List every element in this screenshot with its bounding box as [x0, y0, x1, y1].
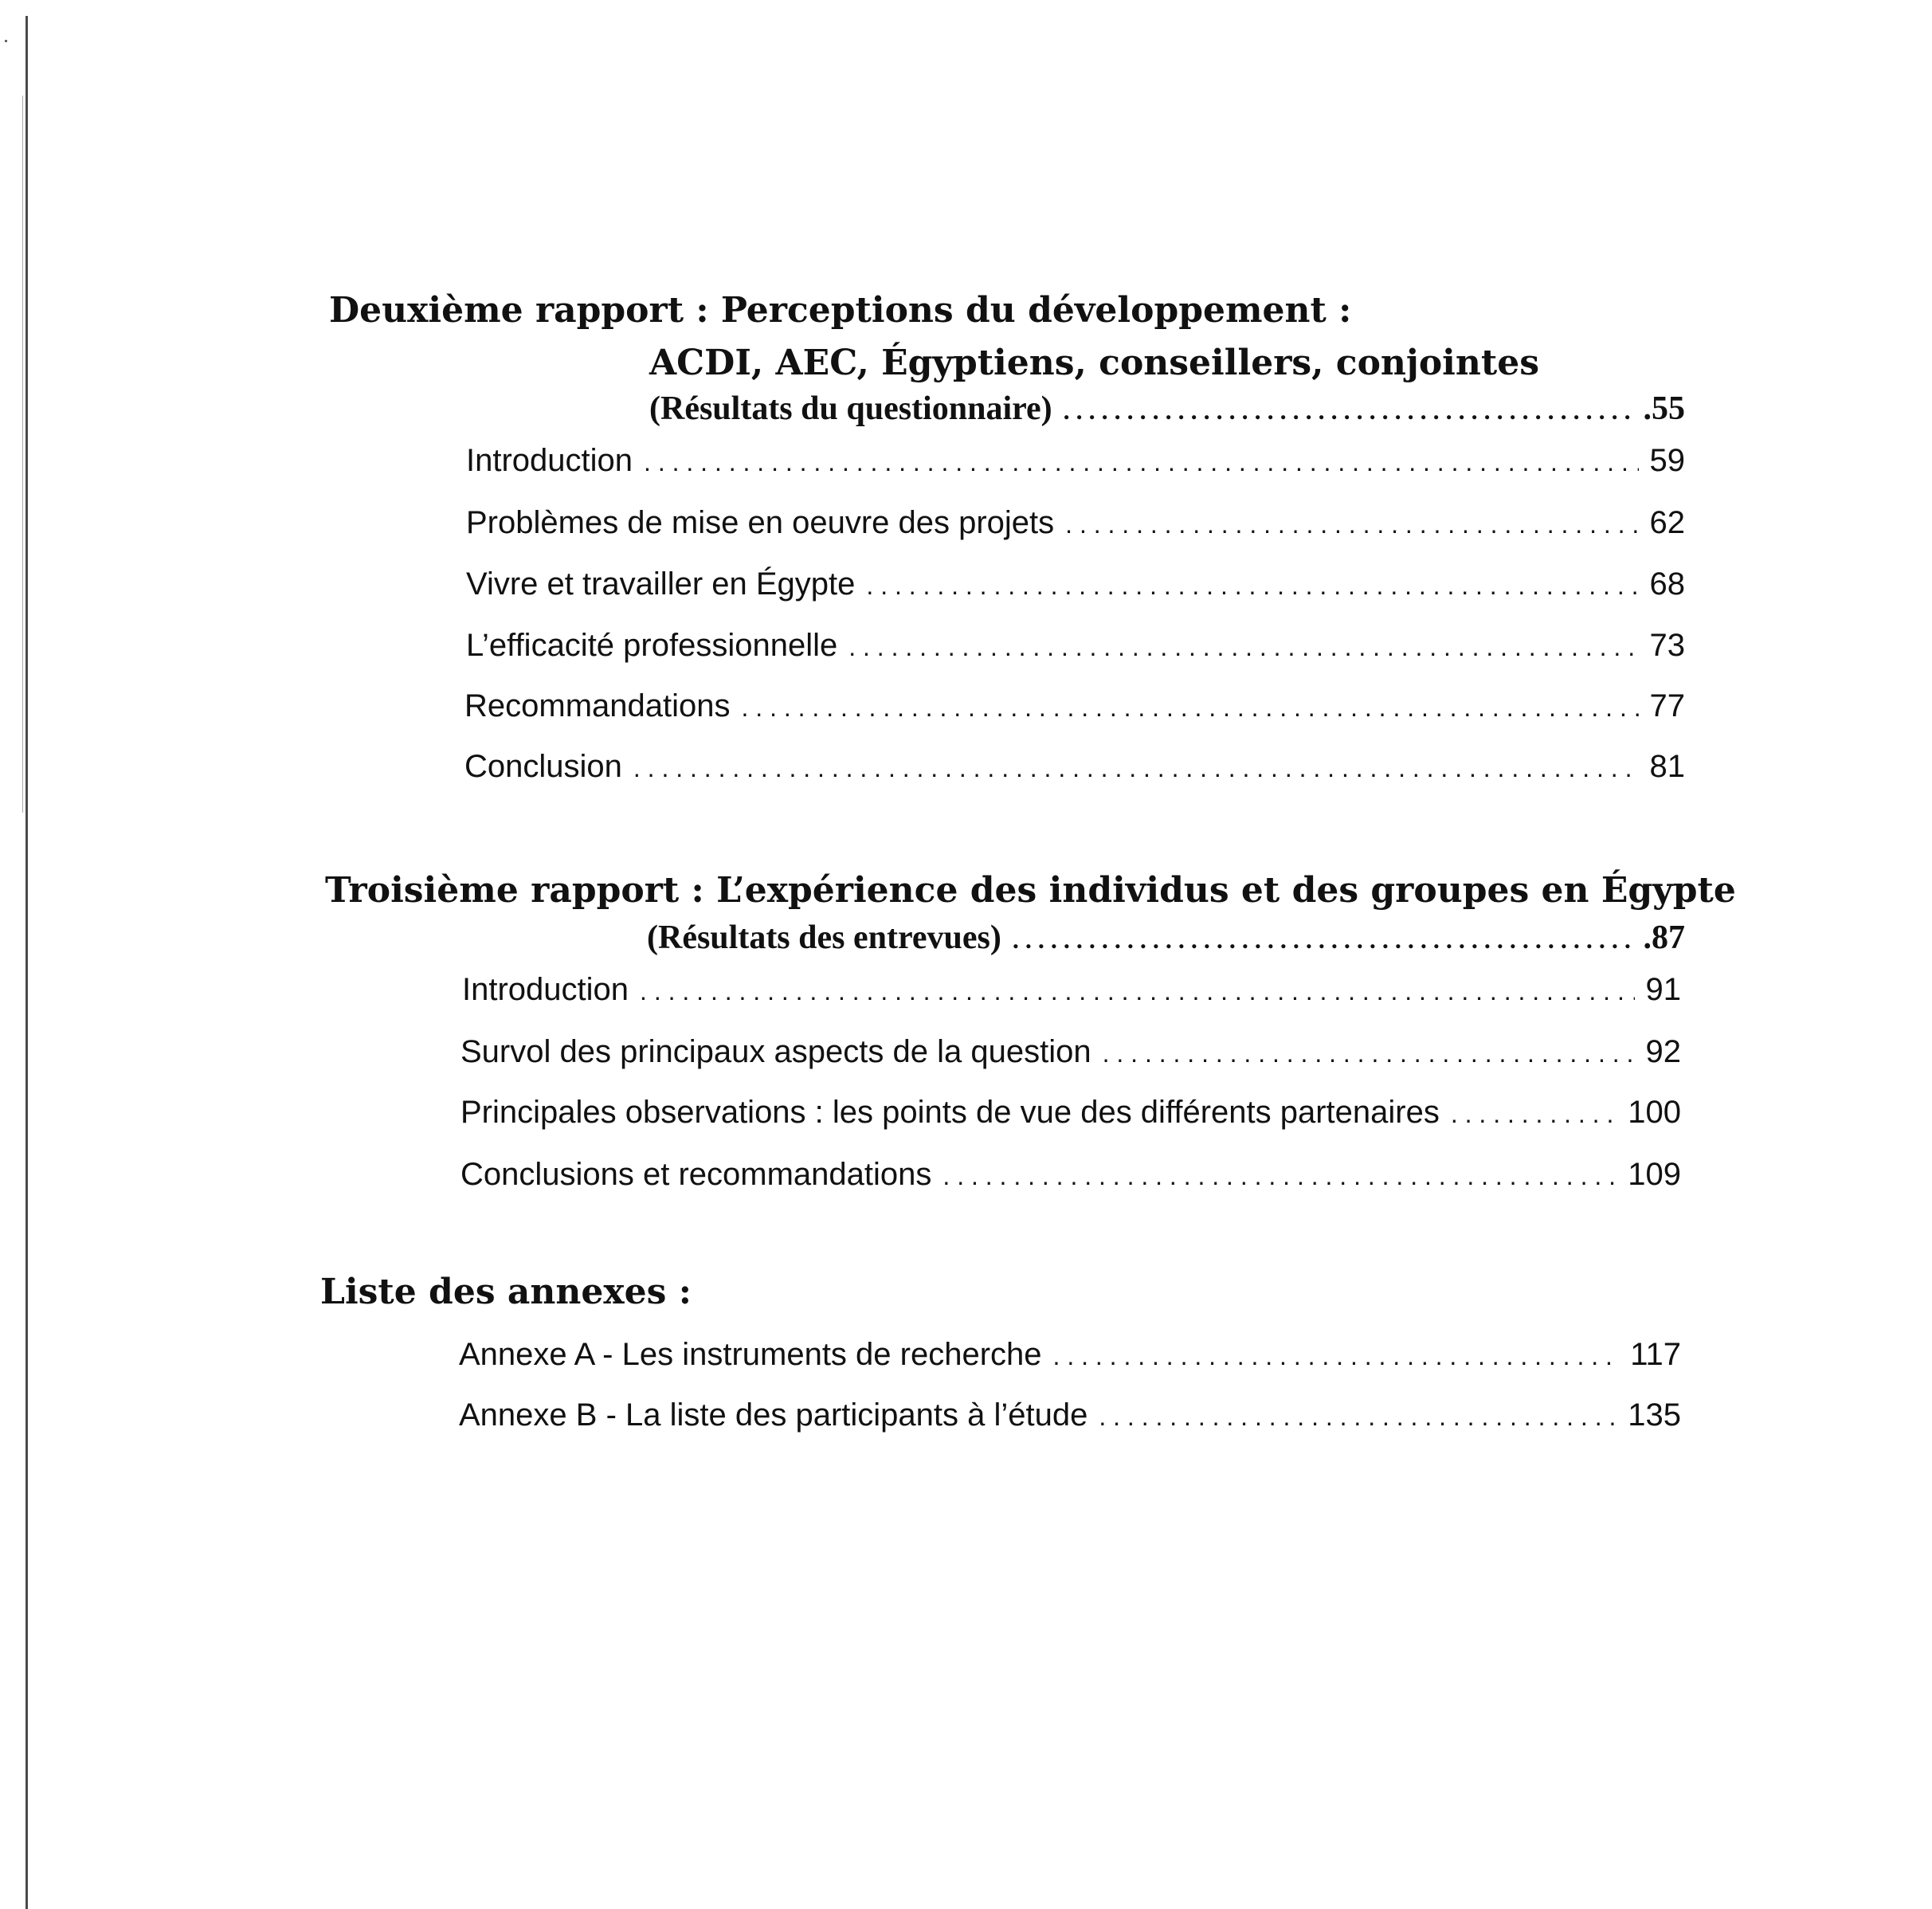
- toc-entry-page: 73: [1649, 628, 1685, 663]
- dot-leader: [1065, 512, 1638, 537]
- toc-entry: [464, 690, 1685, 722]
- toc-entry: [466, 445, 1685, 476]
- toc-entry-page: 62: [1649, 505, 1685, 540]
- toc-entry: [459, 1399, 1681, 1431]
- dot-leader: [633, 755, 1639, 781]
- toc-entry-label: L’efficacité professionnelle: [466, 628, 838, 663]
- section-subheading-deuxieme-rapport: ACDI, AEC, Égyptiens, conseillers, conjointes: [649, 343, 1539, 383]
- toc-entry-label: Annexe B - La liste des participants à l’étude: [459, 1397, 1088, 1433]
- dot-leader: [1053, 1343, 1620, 1369]
- toc-entry-page: .87: [1643, 919, 1685, 956]
- dot-leader: [640, 978, 1634, 1004]
- toc-entry-page: 135: [1628, 1397, 1681, 1433]
- toc-entry: [466, 507, 1685, 539]
- toc-entry: [460, 1036, 1681, 1068]
- toc-entry-page: 109: [1628, 1157, 1681, 1192]
- dot-leader: [1099, 1404, 1617, 1429]
- toc-entry-label: Principales observations : les points de vue des différents partenaires: [460, 1095, 1440, 1130]
- toc-entry: [460, 1096, 1681, 1128]
- dot-leader: [1103, 1041, 1635, 1066]
- section-heading-deuxieme-rapport: Deuxième rapport : Perceptions du développement :: [329, 290, 1352, 331]
- toc-entry-label: Annexe A - Les instruments de recherche: [459, 1337, 1042, 1372]
- toc-entry-page: 77: [1649, 688, 1685, 723]
- toc-entry-label: Survol des principaux aspects de la question: [460, 1034, 1091, 1069]
- section-heading-liste-des-annexes: Liste des annexes :: [320, 1272, 692, 1312]
- toc-entry: [459, 1339, 1681, 1370]
- toc-entry: [462, 974, 1681, 1005]
- dot-leader: [866, 573, 1638, 598]
- dot-leader: [644, 449, 1638, 475]
- toc-entry-page: 91: [1645, 972, 1681, 1007]
- toc-entry: [460, 1158, 1681, 1190]
- toc-entry-page: 81: [1649, 749, 1685, 784]
- dot-leader: [1013, 927, 1632, 952]
- toc-entry-label: Introduction: [462, 972, 629, 1007]
- toc-entry-label: Problèmes de mise en oeuvre des projets: [466, 505, 1055, 540]
- toc-entry-label: Recommandations: [464, 688, 731, 723]
- section-heading-troisieme-rapport: Troisième rapport : L’expérience des individus et des groupes en Égypte: [325, 870, 1736, 911]
- toc-entry-page: .55: [1643, 390, 1685, 427]
- dot-leader: [1064, 398, 1632, 423]
- toc-entry-page: 92: [1645, 1034, 1681, 1069]
- toc-entry-label: Conclusion: [464, 749, 622, 784]
- toc-entry: [466, 568, 1685, 600]
- toc-entry-label: Introduction: [466, 443, 633, 478]
- toc-entry-label: Conclusions et recommandations: [460, 1157, 932, 1192]
- toc-entry-page: 68: [1649, 566, 1685, 602]
- toc-entry-page: 100: [1628, 1095, 1681, 1130]
- toc-entry: [464, 751, 1685, 782]
- toc-entry-label: Vivre et travailler en Égypte: [466, 566, 856, 602]
- toc-entry-label: (Résultats des entrevues): [647, 919, 1001, 956]
- dot-leader: [848, 634, 1638, 660]
- dot-leader: [942, 1163, 1617, 1189]
- toc-entry-page: 59: [1649, 443, 1685, 478]
- toc-entry-interview-results: [647, 921, 1685, 954]
- dot-leader: [742, 695, 1639, 720]
- toc-entry-page: 117: [1630, 1337, 1681, 1372]
- toc-entry: [466, 629, 1685, 661]
- toc-entry-questionnaire-results: [649, 392, 1685, 425]
- toc-entry-label: (Résultats du questionnaire): [649, 390, 1052, 427]
- dot-leader: [1451, 1101, 1617, 1127]
